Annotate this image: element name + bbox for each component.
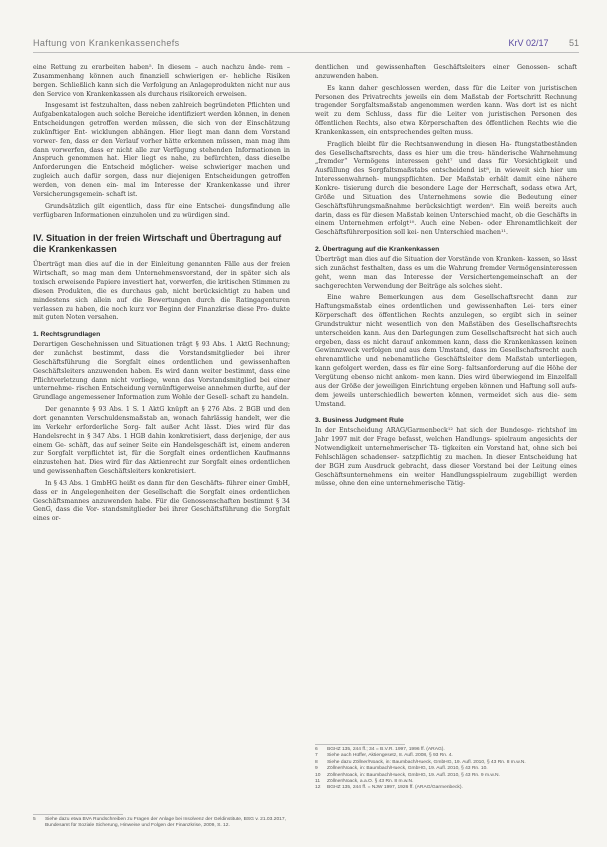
footnote-text: Zöllner/Noack, in: Baumbach/Hueck, GmbHG, 19. Aufl. 2010, § 43 Rn. 10. [327,766,488,772]
footnote-number: 5 [33,817,36,822]
paragraph: Insgesamt ist festzuhalten, dass neben zahlreich begründeten Pflichten und Aufgabenkatalogen auch solche Bereiche identifiziert werden können, in denen Entscheidungen getroffen werden müssen, die sich von der Einschätzung zukünftiger Ent- wicklungen abhängen. Hier liegt man dann dem Vorstand vorwer- fen, dass er den Verlauf vorher hätte erkennen müssen, man mag ihm dann vorwerfen, dass er nicht alle zur Verfügung stehenden Informationen in Anspruch genommen hat. Hier liegt es nahe, zu befürchten, dass dieselbe Anforderungen die Entscheid möglicher- weise schwieriger machen und zugleich auch dafür sorgen, dass nur diejenigen Entscheidungen getroffen werden, von denen ein- mal im Interesse der Krankenkasse und ihrer Versicherungsgemein- schaft ist. [33,102,290,198]
footnote-text: Zöllner/Noack, a.a.O. § 43 Rn. 8 m.w.N. [327,779,414,785]
header-meta [508,38,579,48]
journal-issue: KrV 02/17 [508,38,549,48]
subsection-heading: 2. Übertragung auf die Krankenkassen [315,246,440,254]
footnote [33,817,290,830]
paragraph: Eine wahre Bemerkungen aus dem Gesellschaftsrecht dann zur Haftungsmaßstab eines ordentlichen und gewissenhaften Lei- ters einer Körperschaft des öffentlichen Rechts anzulegen, so ergibt sich in seiner Grundstruktur nicht wesentlich von den Maßstäben des Gesellschaftsrechts unterscheiden kann. Aus den Darlegungen zum Gesellschaftsrecht hat sich auch ergeben, dass es nicht darauf ankommen kann, dass die Krankenkassen keinen Gewinnzweck verfolgen und aus dem Umstand, dass im Gesellschaftsrecht auch ehrenamtliche und nebenamtliche Geschäftsleiter dem Maßstab unterliegen, kann gefolgert werden, dass es für eine Sorg- faltsanforderung auf die Höhe der Vergütung ebenso nicht ankom- men kann. Dies wird überwiegend im Einzelfall aus der Größe der jeweiligen Einrichtung ergeben können und Haftung soll aufs- dem jeweils unterschiedlich bewerten können, vermeidet sich aus die- sem Umstand. [315,294,577,408]
paragraph: Grundsätzlich gilt eigentlich, dass für eine Entschei- dungsfindung alle verfügbaren Informationen einzuholen und zu würdigen sind. [33,202,290,219]
running-title: Haftung von Krankenkassenchefs [33,38,180,48]
footnote-number: 10 [315,772,321,778]
paragraph: Derartigen Geschehnissen und Situationen trägt § 93 Abs. 1 AktG Rechnung; der zunächst bestimmt, dass die Vorstandsmitglieder bei ihrer Geschäftsführung die Sorgfalt eines ordentlichen und gewissenhaften Geschäftsleiters anzuwenden haben. Es wird dann weiter bestimmt, dass eine Pflichtverletzung dann nicht vorliege, wenn das Vorstandsmitglied bei einer unternehme- rischen Entscheidung vernünftigerweise annehmen durfte, auf der Grundlage angemessener Information zum Wohle der Gesell- schaft zu handeln. [33,341,290,402]
paragraph: Der genannte § 93 Abs. 1 S. 1 AktG knüpft an § 276 Abs. 2 BGB und den dort genannten Verschuldensmaßstab an, wonach fahrlässig handelt, wer die im Verkehr erforderliche Sorg- falt außer Acht lässt. Dies wird für das Handelsrecht in § 347 Abs. 1 HGB dahin konkretisiert, dass derjenige, der aus einem Ge- schäft, das auf seiner Seite ein Handelsgeschäft ist, einem anderen zur Sorgfalt verpflichtet ist, für die Sorgfalt eines ordentlichen Kaufmanns einzustehen hat. Dies wird für das Aktienrecht zur Sorgfalt eines ordentlichen und gewissenhaften Geschäftsleiters konkretisiert. [33,406,290,476]
footnote-text: Zöllner/Noack, in: Baumbach/Hueck, GmbHG, 19. Aufl. 2010, § 43 Rn. 9 m.w.N. [327,772,500,778]
footnotes-left [33,806,290,830]
subsection-heading: 1. Rechtsgrundlagen [33,331,101,339]
paragraph: In der Entscheidung ARAG/Garmenbeck¹² hat sich der Bundesge- richtshof im Jahr 1997 mit der Frage befasst, welchen Handlungs- spielraum angesichts der Notwendigkeit unternehmerischer Tä- tigkeiten ein Vorstand hat, ohne sich bei Fehlschlägen schadenser- satzpflichtig zu machen. In dieser Entscheidung hat der BGH zum Ausdruck gebracht, dass dieser Vorstand bei der Leitung eines Geschäftsunternehmens ein weiter Handlungsspielraum zugebilligt werden müsse, ohne den eine unternehmerische Tätig- [315,427,577,488]
paragraph: Fraglich bleibt für die Rechtsanwendung in diesen Ha- ftungstatbeständen des Gesellschaftsrechts, dass es hier um die treu- händerische Wahrnehmung „fremder“ Vermögens interessen geht⁷ und dass für Vorsichtigkeit und Ausfüllung des Sorgfaltsmaßstabs entscheidend ist⁸, in wieweit sich hier um Interessenwahrneh- mungspflichten. Der Maßstab erhält damit eine nähere Konkre- tisierung durch die besondere Lage der Herrschaft, sodass etwa Art, Größe und Situation des Unternehmens sowie die Bedeutung einer Geschäftsführungsmaßnahme berücksichtigt werden⁹. Ein weiß bereits auch darin, dass es für diesen Maßstab keinen Unterschied macht, ob die Geschäfts in einem Unternehmen erfolgt¹⁰. Auch eine Neben- oder Ehrenamtlichkeit der Geschäftsführerposition soll kei- nen Unterschied machen¹¹. [315,140,577,237]
paragraph: dentlichen und gewissenhaften Geschäftsleiters einer Genossen- schaft anzuwenden haben. [315,64,577,80]
subsection-heading: 3. Business Judgment Rule [315,417,404,425]
footnote-number: 12 [315,785,321,791]
footnote-number: 8 [315,759,318,765]
paragraph: Überträgt man dies auf die Situation der Vorstände von Kranken- kassen, so lässt sich zunächst festhalten, dass es um die Wahrung fremder Vermögensinteressen geht, wenn man das Interesse der Versichertengemeinschaft an der sachgerechten Verwendung der Beiträge als solches sieht. [315,256,577,290]
footnote-number: 9 [315,766,318,772]
footnote-text: Siehe dazu etwa BVA Rundschreiben zu Fragen der Anlage bei Insolvenz der Geldinstitute, BSG v. 21.03.2017, Bundesamt für Soziale Sicherung, Hinweise und Folgen der Finanzkrise, 2009, S. 12. [45,817,286,829]
footnote-number: 7 [315,753,318,759]
footnote-text: Siehe dazu Zöllner/Noack, in: Baumbach/Hueck, GmbHG, 19. Aufl. 2010, § 43 Rn. 8 m.w.N. [327,759,526,765]
page-number: 51 [568,38,579,48]
left-column [33,64,290,527]
paragraph: In § 43 Abs. 1 GmbHG heißt es dann für den Geschäfts- führer einer GmbH, dass er in Angelegenheiten der Gesellschaft die Sorgfalt eines ordentlichen Geschäftsmannes anzuwenden habe. Für die Genossenschaften bestimmt § 34 GenG, dass die Vor- standsmitglieder bei ihrer Geschäftsführung die Sorgfalt eines or- [33,479,290,523]
footnote-text: Siehe auch Hüffer, Aktiengesetz, 8. Aufl. 2008, § 93 Rn. 4. [327,753,453,759]
paragraph: Überträgt man dies auf die in der Einleitung genannten Fälle aus der freien Wirtschaft, so mag man dem Unternehmensvorstand, der in später sich als toxisch erweisende Papiere investiert hat, vorwerfen, die kritischen Stimmen zu diesen Produkten, die es durchaus gab, nicht berücksichtigt zu haben und mindestens sich allein auf die Bewertungen durch die Ratingagenturen verlassen zu haben, die noch kurz vor Beginn der Finanzkrise diese Pro- dukte mit guten Noten versahen. [33,261,290,322]
footnote [315,785,577,791]
footnotes-right [315,736,577,792]
running-header [33,36,579,53]
paragraph: Es kann daher geschlossen werden, dass für die Leiter von juristischen Personen des Privatrechts jeweils ein dem Maßstab der Fortschritt Rechnung tragender Sorgfaltsmaßstab angenommen werden kann. Was dort ist es nicht weit zu dem Schluss, dass für die Leiter von juristischen Personen des öffentlichen Rechts, also etwa Körperschaften des öffentlichen Rechts wie die Krankenkassen, ein entsprechendes gelten muss. [315,84,577,136]
section-heading: IV. Situation in der freien Wirtschaft und Übertragung auf die Krankenkassen [33,233,282,255]
footnote-number: 11 [315,779,321,785]
right-column [315,64,577,492]
footnote-text: BGHZ 135, 244 ff. = NJW 1997, 1926 ff. (ARAG/Garmenbeck). [327,785,463,791]
footnote-text: BGHZ 135, 244 ff.; 34 = B.V.R. 1997, 1996 ff. (ARAG). [327,747,445,752]
paragraph: eine Rettung zu erarbeiten haben⁵. In diesem – auch nachzu ände- rem – Zusammenhang können auch finanziell schwierigen er- hebliche Risiken bergen. Schließlich kann sich die Verfolgung an Anlageprodukten nicht nur aus den Service von Krankenkassen als durchaus risikoreich erweisen. [33,64,290,98]
footnote-number: 6 [315,747,318,752]
